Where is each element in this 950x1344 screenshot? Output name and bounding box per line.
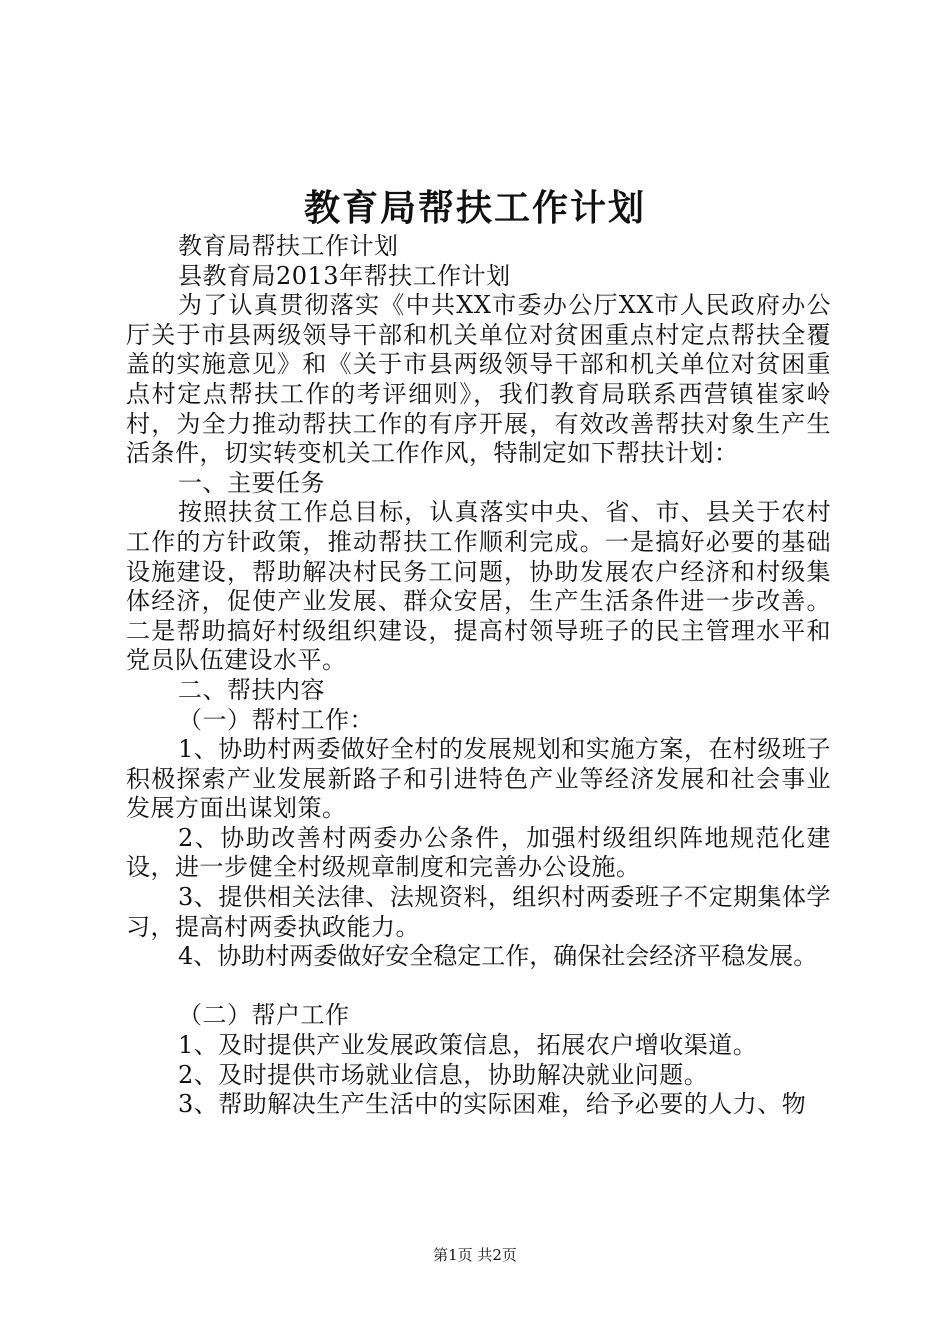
page-footer: 第1页 共2页: [433, 1246, 517, 1264]
list-item-household-2: 2、及时提供市场就业信息，协助解决就业问题。: [178, 1060, 709, 1089]
section-heading-content: 二、帮扶内容: [178, 675, 325, 704]
list-item-village-4: 4、协助村两委做好安全稳定工作，确保社会经济平稳发展。: [178, 942, 818, 971]
subsection-heading-household: （二）帮户工作: [178, 1001, 350, 1030]
paragraph-subtitle: 县教育局2013年帮扶工作计划: [178, 261, 511, 290]
document-body: [126, 232, 831, 1120]
document-title: 教育局帮扶工作计划: [303, 187, 646, 229]
subsection-heading-village: （一）帮村工作：: [178, 705, 374, 734]
paragraph-heading-repeat: 教育局帮扶工作计划: [178, 232, 399, 260]
blank-line: [126, 972, 831, 1002]
section-heading-main-tasks: 一、主要任务: [178, 468, 325, 497]
list-item-household-1: 1、及时提供产业发展政策信息，拓展农户增收渠道。: [178, 1031, 758, 1060]
list-item-village-2: 2、协助改善村两委办公条件，加强村级组织阵地规范化建设，进一步健全村级规章制度和完善办公设施。: [126, 823, 831, 882]
list-item-village-1: 1、协助村两委做好全村的发展规划和实施方案，在村级班子积极探索产业发展新路子和引进特色产业等经济发展和社会事业发展方面出谋划策。: [126, 735, 831, 823]
paragraph-main-tasks: 按照扶贫工作总目标，认真落实中央、省、市、县关于农村工作的方针政策，推动帮扶工作顺利完成。一是搞好必要的基础设施建设，帮助解决村民务工问题，协助发展农户经济和村级集体经济，促使产业发展、群众安居，生产生活条件进一步改善。二是帮助搞好村级组织建设，提高村领导班子的民主管理水平和党员队伍建设水平。: [126, 498, 831, 675]
list-item-village-3: 3、提供相关法律、法规资料，组织村两委班子不定期集体学习，提高村两委执政能力。: [126, 883, 831, 941]
paragraph-intro: 为了认真贯彻落实《中共XX市委办公厅XX市人民政府办公厅关于市县两级领导干部和机关单位对贫困重点村定点帮扶全覆盖的实施意见》和《关于市县两级领导干部和机关单位对贫困重点村定点帮扶工作的考评细则》，我们教育局联系西营镇崔家岭村，为全力推动帮扶工作的有序开展，有效改善帮扶对象生产生活条件，切实转变机关工作作风，特制定如下帮扶计划：: [126, 291, 831, 468]
list-item-household-3: 3、帮助解决生产生活中的实际困难，给予必要的人力、物: [178, 1090, 807, 1119]
